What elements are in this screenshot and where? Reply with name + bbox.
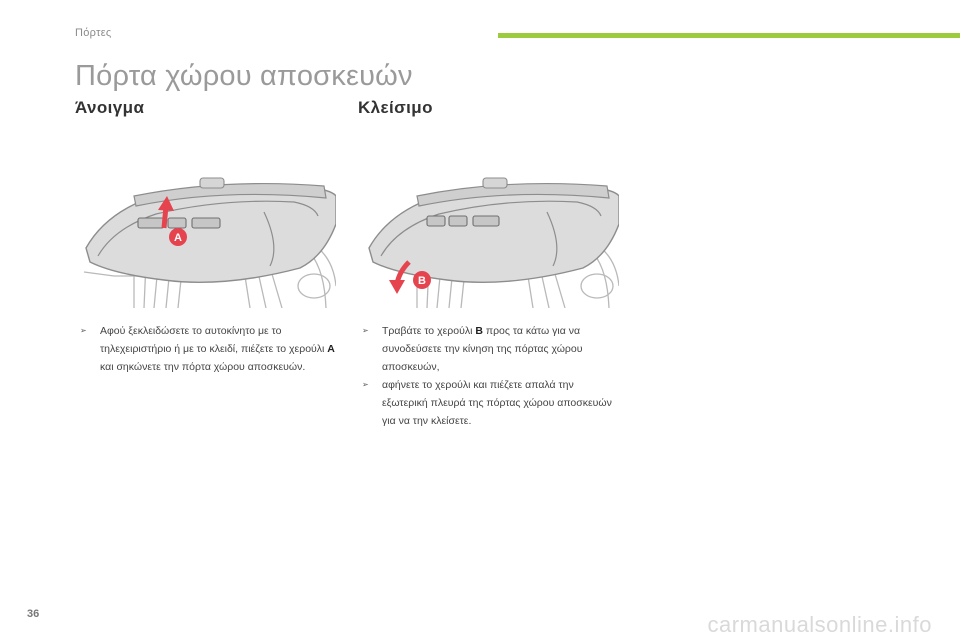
callout-b: B <box>418 275 426 287</box>
illustration-tailgate-opening <box>74 176 336 308</box>
handle-label-a: A <box>327 343 335 355</box>
accent-bar <box>498 33 960 38</box>
heading-closing: Κλείσιμο <box>358 98 433 117</box>
list-item: ➢ Τραβάτε το χερούλι B προς τα κάτω για να συνοδεύσετε την κίνηση της πόρτας χώρου αποσκευών, <box>362 322 617 376</box>
opening-steps <box>80 322 335 376</box>
closing-steps <box>362 322 617 430</box>
arrow-bullet-icon: ➢ <box>362 380 369 389</box>
page-title: Πόρτα χώρου αποσκευών <box>75 60 413 92</box>
arrow-bullet-icon: ➢ <box>80 326 87 335</box>
list-item: ➢ αφήνετε το χερούλι και πιέζετε απαλά την εξωτερική πλευρά της πόρτας χώρου αποσκευών για να την κλείσετε. <box>362 376 617 430</box>
list-item: ➢ Αφού ξεκλειδώσετε το αυτοκίνητο με το τηλεχειριστήριο ή με το κλειδί, πιέζετε το χερούλι A και σηκώνετε την πόρτα χώρου αποσκευών. <box>80 322 335 376</box>
callout-a: A <box>174 232 182 244</box>
page-number: 36 <box>27 608 40 620</box>
watermark: carmanualsonline.info <box>707 612 932 637</box>
heading-opening: Άνοιγμα <box>75 98 145 117</box>
illustration-tailgate-closing <box>357 176 619 308</box>
handle-label-b: B <box>475 325 483 337</box>
arrow-bullet-icon: ➢ <box>362 326 369 335</box>
section-label: Πόρτες <box>75 27 112 39</box>
